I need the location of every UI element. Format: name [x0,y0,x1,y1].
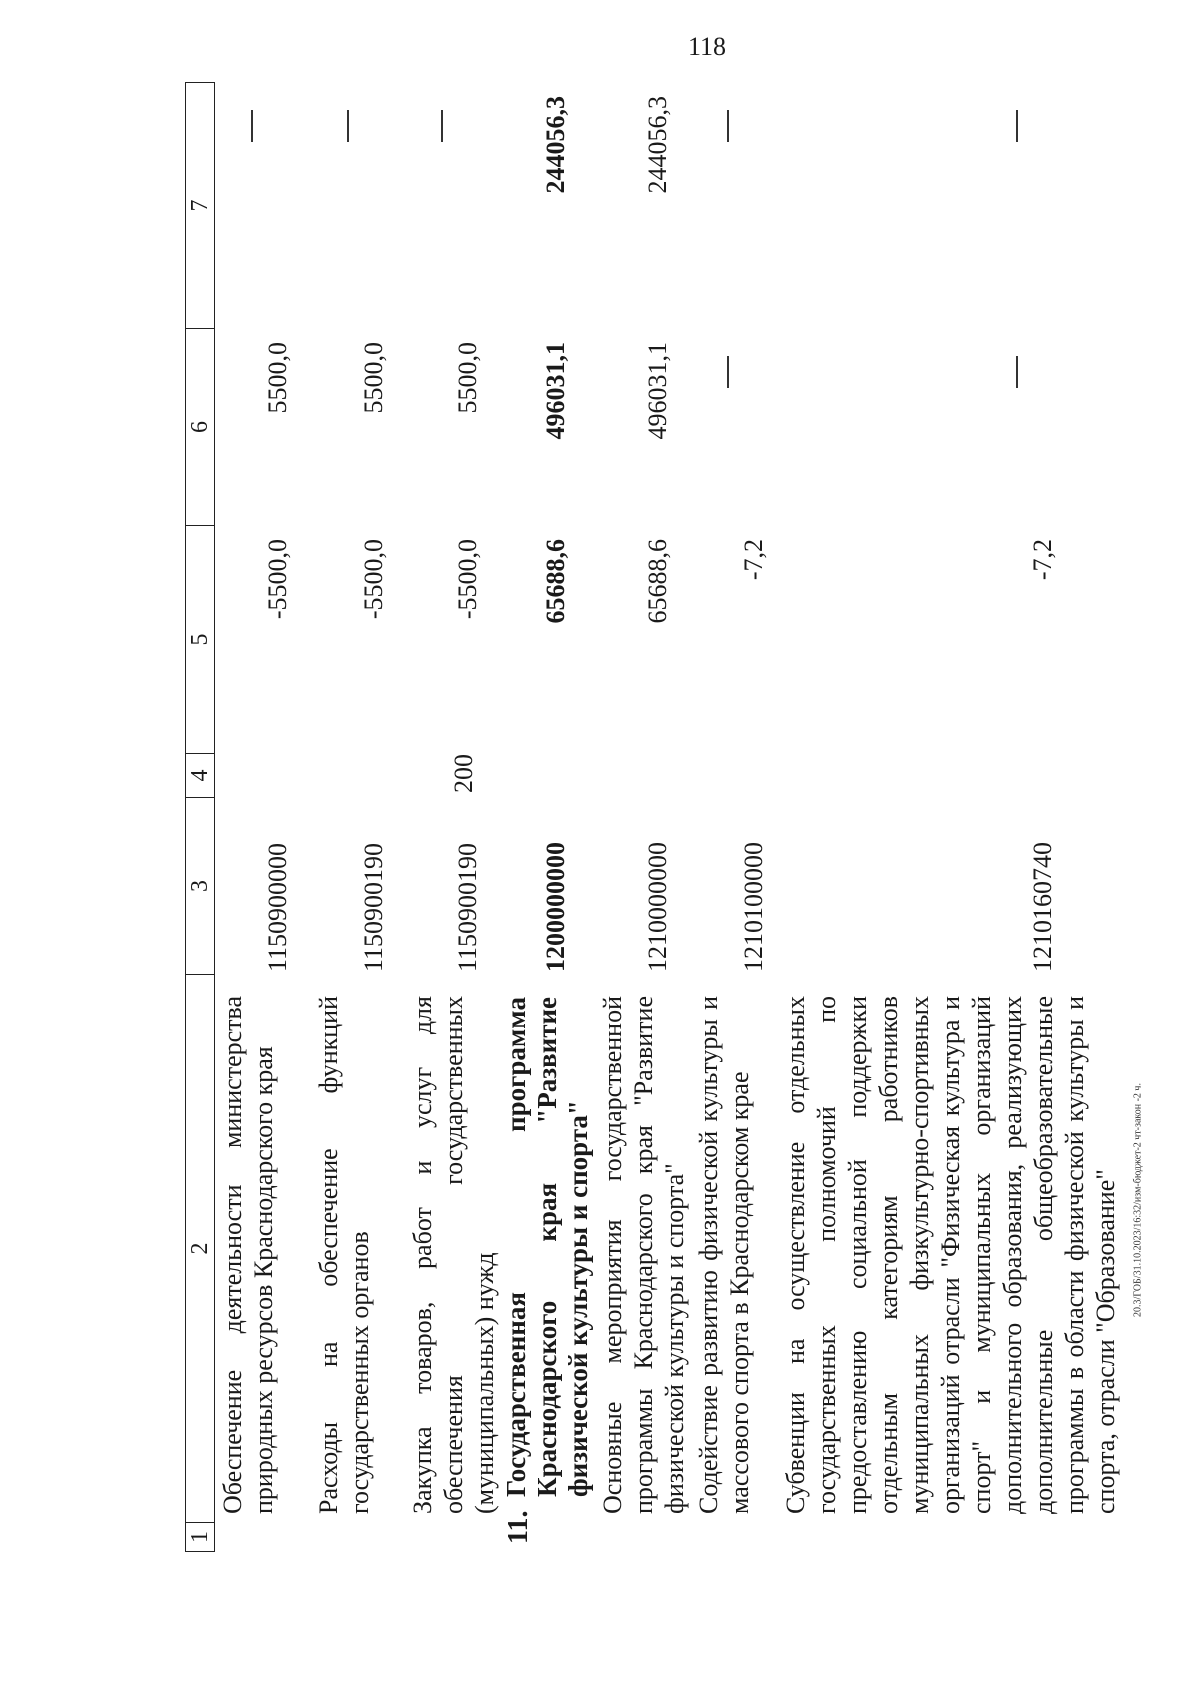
row-value-col6: 5500,0 [453,342,482,414]
row-code: 1210100000 [739,842,768,972]
header-col-7: 7 [185,82,215,328]
row-value-col7-dash [727,110,729,142]
row-value-col7-dash [1016,110,1018,142]
row-value-col6-dash [1016,356,1018,388]
row-code: 1210160740 [1028,842,1057,972]
row-value-col7-dash [441,110,443,142]
row-value-col7-dash [251,110,253,142]
table-row [407,82,499,1552]
table-row [313,82,388,1552]
row-value-col6: 5500,0 [359,342,388,414]
row-value-col5: 65688,6 [643,539,672,624]
table-row [780,82,1120,1552]
table-row [597,82,687,1552]
row-description: Основные мероприятия государственной программы Краснодарского края "Развитие физической культуры и спорта" [598,996,689,1514]
row-value-col5: 65688,6 [541,539,570,624]
row-description: Обеспечение деятельности министерства природных ресурсов Краснодарского края [218,996,278,1514]
header-col-3: 3 [185,797,215,974]
table-row [217,82,292,1552]
row-description: Содействие развитию физической культуры и массового спорта в Краснодарском крае [694,996,754,1514]
row-code: 1150900190 [453,842,482,972]
row-number: 11. [503,1510,534,1544]
row-code: 1150900000 [263,842,292,972]
row-description: Государственная программа Краснодарского края "Развитие физической культуры и спорта" [501,997,593,1497]
row-value-col5: -5500,0 [263,539,292,620]
row-value-col6-dash [727,356,729,388]
row-code: 1200000000 [541,842,570,972]
row-value-col7: 244056,3 [541,96,570,194]
row-value-col6: 496031,1 [643,342,672,440]
row-code: 1210000000 [643,842,672,972]
row-value-col7: 244056,3 [643,96,672,194]
header-col-6: 6 [185,328,215,525]
budget-table [185,82,1120,1552]
row-description: Закупка товаров, работ и услуг для обеспечения государственных (муниципальных) нужд [408,996,499,1514]
header-col-5: 5 [185,525,215,753]
row-value-col5: -5500,0 [453,539,482,620]
row-description: Расходы на обеспечение функций государственных органов [314,996,374,1514]
row-code: 1150900190 [359,842,388,972]
table-row [501,82,593,1552]
header-col-2: 2 [185,974,215,1522]
page-number: 118 [688,32,727,61]
row-value-col6: 5500,0 [263,342,292,414]
row-type: 200 [449,754,478,793]
row-value-col5: -7,2 [1028,539,1057,581]
header-col-4: 4 [185,753,215,797]
header-col-1: 1 [185,1522,215,1552]
footer-code: 20.3/ГОБ/31.10.2023/16:32/изм-бюджет-2 чт-закон -2 ч. [1132,1083,1144,1317]
row-value-col5: -5500,0 [359,539,388,620]
row-value-col5: -7,2 [739,539,768,581]
row-description: Субвенции на осуществление отдельных государственных полномочий по предоставлению социальной поддержки отдельным категориям работников муниципальных физкультурно-спортивных организаций отрасли "Физическая культура и спорт" и муниципальных организаций дополнительного образования, реализующих дополнительные общеобразовательные программы в области физической культуры и спорта, отрасли "Образование" [781,996,1120,1514]
table-row [693,82,768,1552]
table-header-row [185,82,215,1552]
row-value-col7-dash [347,110,349,142]
row-value-col6: 496031,1 [541,342,570,440]
